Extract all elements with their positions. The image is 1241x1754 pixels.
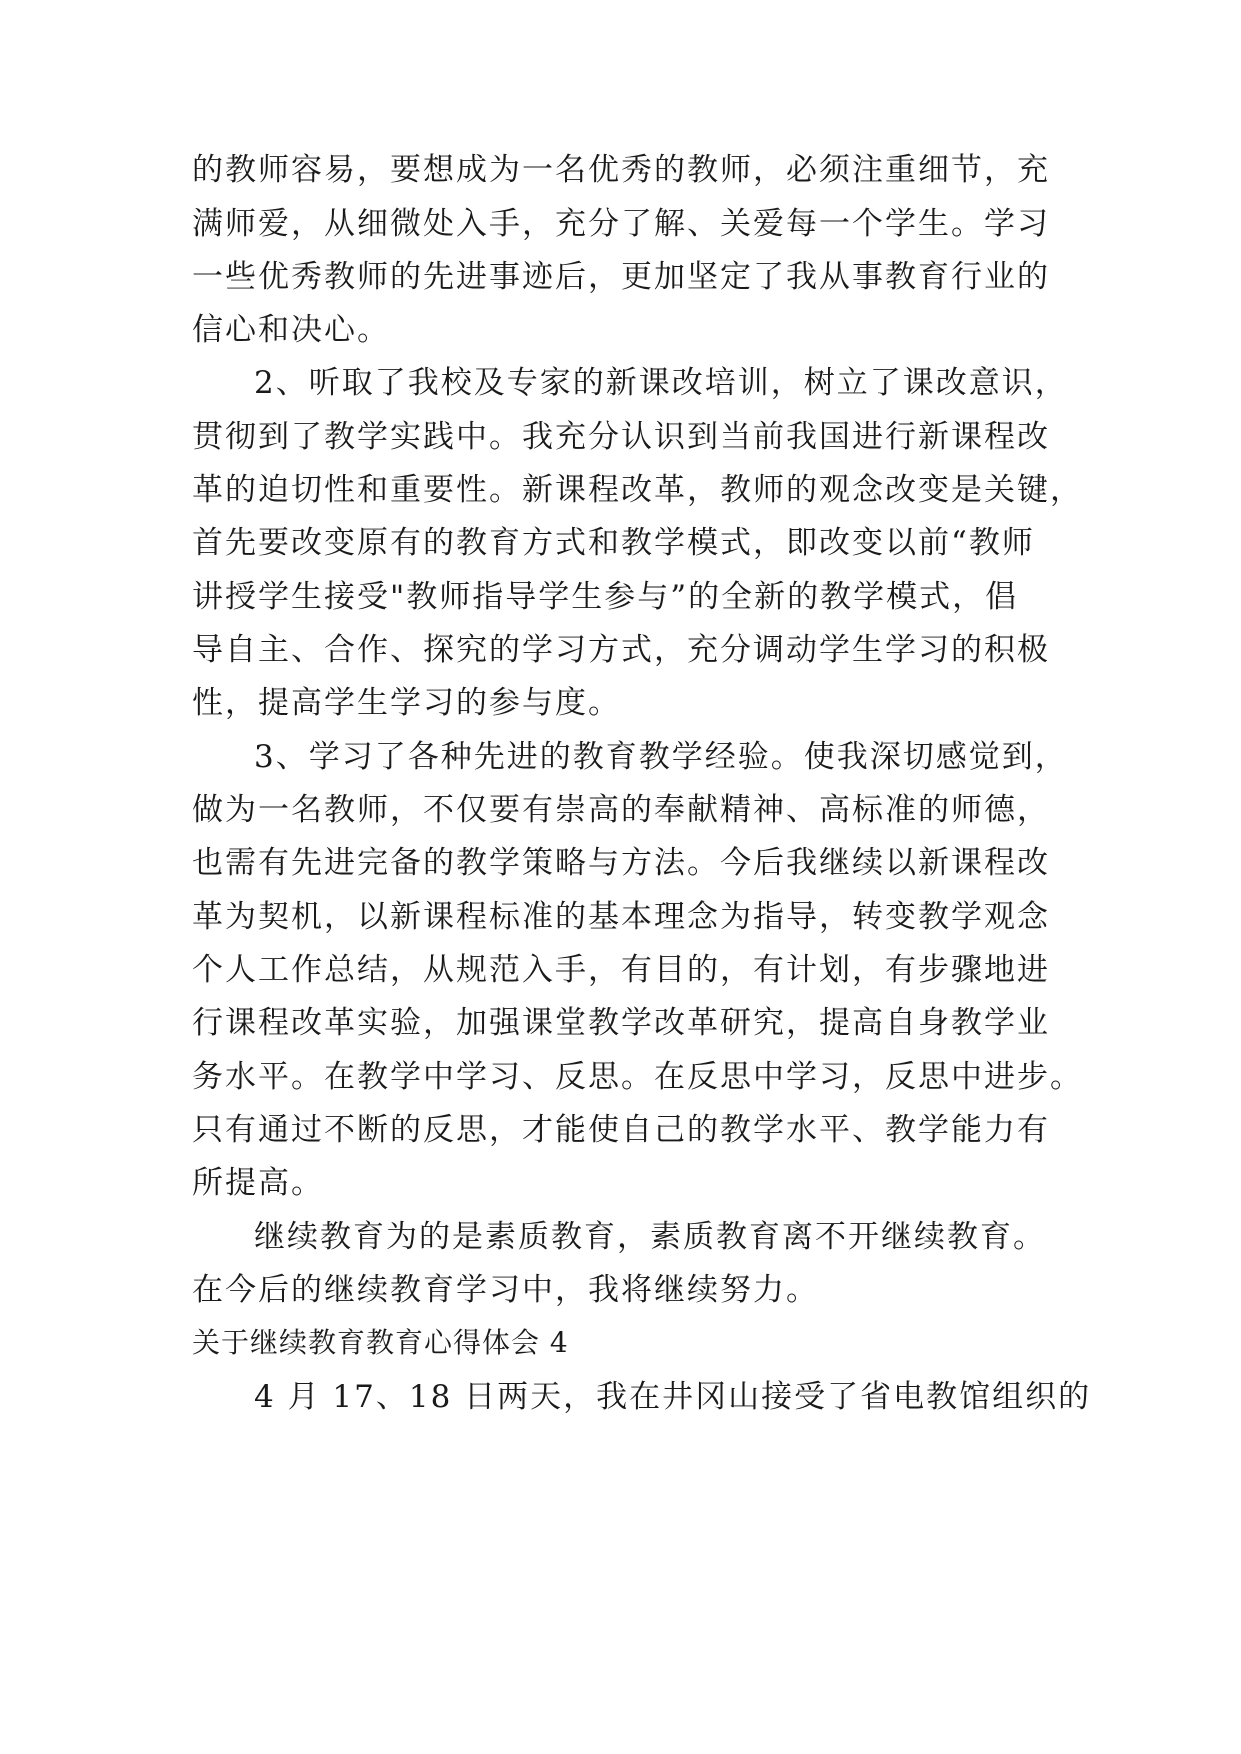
paragraph-2-line-7: 性，提高学生学习的参与度。 [192,685,621,721]
paragraph-5-line-1: 4 月 17、18 日两天，我在井冈山接受了省电教馆组织的 [254,1379,1092,1415]
paragraph-2-line-6: 导自主、合作、探究的学习方式，充分调动学生学习的积极 [192,632,1050,668]
paragraph-3-line-6: 行课程改革实验，加强课堂教学改革研究，提高自身教学业 [192,1005,1050,1041]
paragraph-1-line-4: 信心和决心。 [192,312,390,348]
paragraph-3-line-5: 个人工作总结，从规范入手，有目的，有计划，有步骤地进 [192,952,1050,988]
paragraph-3-line-8: 只有通过不断的反思，才能使自己的教学水平、教学能力有 [192,1112,1050,1148]
paragraph-2-line-5: 讲授学生接受"教师指导学生参与”的全新的教学模式，倡 [192,579,1019,615]
paragraph-4-line-1: 继续教育为的是素质教育，素质教育离不开继续教育。 [254,1219,1046,1255]
section-heading: 关于继续教育教育心得体会 4 [192,1326,569,1359]
paragraph-3-line-1: 3、学习了各种先进的教育教学经验。使我深切感觉到， [254,739,1068,775]
paragraph-3-line-2: 做为一名教师，不仅要有崇高的奉献精神、高标准的师德， [192,792,1050,828]
paragraph-3-line-7: 务水平。在教学中学习、反思。在反思中学习，反思中进步。 [192,1059,1083,1095]
paragraph-4-line-2: 在今后的继续教育学习中，我将继续努力。 [192,1272,819,1308]
paragraph-2-line-2: 贯彻到了教学实践中。我充分认识到当前我国进行新课程改 [192,419,1050,455]
paragraph-2-line-3: 革的迫切性和重要性。新课程改革，教师的观念改变是关键， [192,472,1083,508]
paragraph-2-line-1: 2、听取了我校及专家的新课改培训，树立了课改意识， [254,365,1068,401]
paragraph-3-line-4: 革为契机，以新课程标准的基本理念为指导，转变教学观念 [192,899,1050,935]
paragraph-1-line-3: 一些优秀教师的先进事迹后，更加坚定了我从事教育行业的 [192,259,1050,295]
paragraph-2-line-4: 首先要改变原有的教育方式和教学模式，即改变以前“教师 [192,525,1035,561]
paragraph-3-line-9: 所提高。 [192,1165,324,1201]
paragraph-1-line-1: 的教师容易，要想成为一名优秀的教师，必须注重细节，充 [192,152,1050,188]
paragraph-1-line-2: 满师爱，从细微处入手，充分了解、关爱每一个学生。学习 [192,206,1050,242]
paragraph-3-line-3: 也需有先进完备的教学策略与方法。今后我继续以新课程改 [192,845,1050,881]
